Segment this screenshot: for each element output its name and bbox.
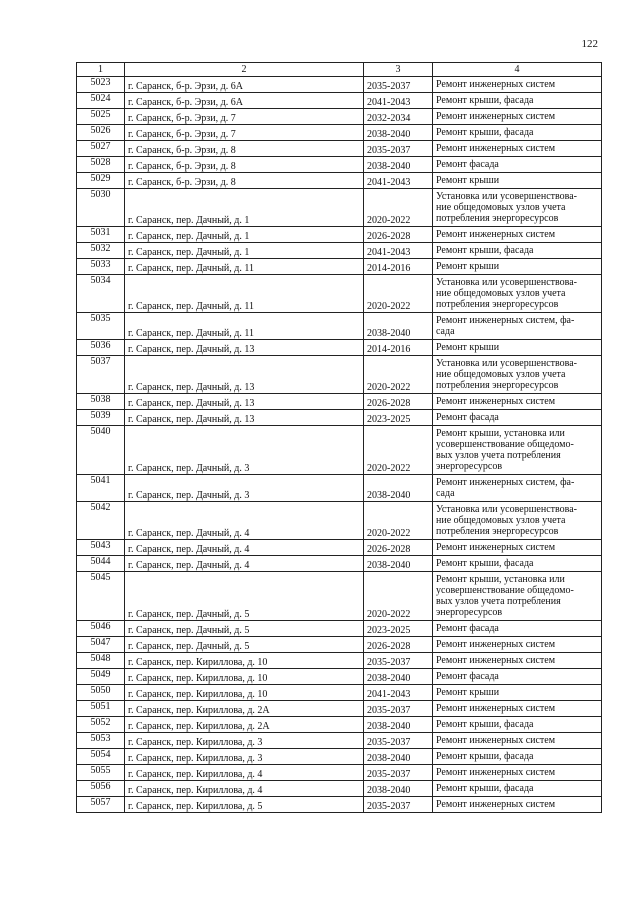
row-number-cell: 5054 [77, 749, 125, 765]
period-cell: 2026-2028 [364, 227, 433, 243]
work-type-cell: Ремонт инженерных систем [433, 77, 602, 93]
address-cell: г. Саранск, пер. Дачный, д. 11 [125, 275, 364, 313]
row-number-cell: 5052 [77, 717, 125, 733]
table-row [77, 572, 602, 621]
address-cell: г. Саранск, пер. Кириллова, д. 4 [125, 781, 364, 797]
row-number-cell: 5044 [77, 556, 125, 572]
table-row [77, 475, 602, 502]
table-row [77, 637, 602, 653]
address-cell: г. Саранск, пер. Дачный, д. 1 [125, 227, 364, 243]
address-cell: г. Саранск, б-р. Эрзи, д. 7 [125, 125, 364, 141]
period-cell: 2041-2043 [364, 243, 433, 259]
row-number-cell: 5056 [77, 781, 125, 797]
row-number-cell: 5050 [77, 685, 125, 701]
period-cell: 2035-2037 [364, 797, 433, 813]
row-number-cell: 5029 [77, 173, 125, 189]
address-cell: г. Саранск, пер. Дачный, д. 3 [125, 426, 364, 475]
table-row [77, 621, 602, 637]
period-cell: 2026-2028 [364, 540, 433, 556]
work-type-cell: Ремонт фасада [433, 621, 602, 637]
address-cell: г. Саранск, пер. Кириллова, д. 3 [125, 733, 364, 749]
work-type-cell: Ремонт крыши, фасада [433, 749, 602, 765]
table-row [77, 173, 602, 189]
period-cell: 2035-2037 [364, 77, 433, 93]
work-type-cell: Ремонт инженерных систем [433, 141, 602, 157]
row-number-cell: 5040 [77, 426, 125, 475]
header-col-1: 1 [77, 63, 125, 77]
work-type-cell: Ремонт крыши, фасада [433, 243, 602, 259]
table-row [77, 189, 602, 227]
address-cell: г. Саранск, пер. Дачный, д. 13 [125, 410, 364, 426]
row-number-cell: 5032 [77, 243, 125, 259]
work-type-cell: Ремонт крыши, фасада [433, 125, 602, 141]
period-cell: 2038-2040 [364, 669, 433, 685]
row-number-cell: 5055 [77, 765, 125, 781]
row-number-cell: 5057 [77, 797, 125, 813]
period-cell: 2038-2040 [364, 749, 433, 765]
table-row [77, 125, 602, 141]
table-row [77, 426, 602, 475]
period-cell: 2035-2037 [364, 701, 433, 717]
row-number-cell: 5053 [77, 733, 125, 749]
period-cell: 2035-2037 [364, 141, 433, 157]
header-col-3: 3 [364, 63, 433, 77]
row-number-cell: 5028 [77, 157, 125, 173]
period-cell: 2020-2022 [364, 426, 433, 475]
work-type-cell: Ремонт инженерных систем [433, 394, 602, 410]
address-cell: г. Саранск, пер. Дачный, д. 13 [125, 356, 364, 394]
work-type-cell: Установка или усовершенствова- ние общедомовых узлов учета потребления энергоресурсов [433, 189, 602, 227]
row-number-cell: 5035 [77, 313, 125, 340]
row-number-cell: 5041 [77, 475, 125, 502]
row-number-cell: 5043 [77, 540, 125, 556]
row-number-cell: 5046 [77, 621, 125, 637]
period-cell: 2023-2025 [364, 410, 433, 426]
period-cell: 2020-2022 [364, 275, 433, 313]
row-number-cell: 5051 [77, 701, 125, 717]
table-row [77, 733, 602, 749]
address-cell: г. Саранск, б-р. Эрзи, д. 8 [125, 157, 364, 173]
row-number-cell: 5039 [77, 410, 125, 426]
table-row [77, 717, 602, 733]
row-number-cell: 5023 [77, 77, 125, 93]
row-number-cell: 5042 [77, 502, 125, 540]
work-type-cell: Ремонт инженерных систем [433, 109, 602, 125]
period-cell: 2023-2025 [364, 621, 433, 637]
work-type-cell: Ремонт инженерных систем [433, 540, 602, 556]
work-type-cell: Ремонт крыши [433, 340, 602, 356]
table-row [77, 243, 602, 259]
work-type-cell: Ремонт крыши, установка или усовершенствование общедомо- вых узлов учета потребления энергоресурсов [433, 426, 602, 475]
period-cell: 2032-2034 [364, 109, 433, 125]
work-type-cell: Ремонт крыши, фасада [433, 556, 602, 572]
table-row [77, 340, 602, 356]
period-cell: 2014-2016 [364, 340, 433, 356]
row-number-cell: 5033 [77, 259, 125, 275]
table-row [77, 749, 602, 765]
table-row [77, 394, 602, 410]
row-number-cell: 5045 [77, 572, 125, 621]
table-row [77, 356, 602, 394]
work-type-cell: Установка или усовершенствова- ние общедомовых узлов учета потребления энергоресурсов [433, 275, 602, 313]
work-type-cell: Ремонт инженерных систем [433, 701, 602, 717]
address-cell: г. Саранск, пер. Дачный, д. 4 [125, 540, 364, 556]
table-body [77, 77, 602, 813]
address-cell: г. Саранск, пер. Дачный, д. 5 [125, 572, 364, 621]
work-type-cell: Ремонт крыши, фасада [433, 93, 602, 109]
work-type-cell: Установка или усовершенствова- ние общедомовых узлов учета потребления энергоресурсов [433, 356, 602, 394]
row-number-cell: 5038 [77, 394, 125, 410]
period-cell: 2038-2040 [364, 313, 433, 340]
row-number-cell: 5049 [77, 669, 125, 685]
period-cell: 2035-2037 [364, 733, 433, 749]
address-cell: г. Саранск, б-р. Эрзи, д. 6А [125, 93, 364, 109]
table-row [77, 556, 602, 572]
work-type-cell: Ремонт инженерных систем [433, 733, 602, 749]
row-number-cell: 5048 [77, 653, 125, 669]
work-type-cell: Ремонт инженерных систем, фа- сада [433, 475, 602, 502]
period-cell: 2041-2043 [364, 173, 433, 189]
address-cell: г. Саранск, пер. Кириллова, д. 2А [125, 717, 364, 733]
work-type-cell: Ремонт крыши, фасада [433, 781, 602, 797]
period-cell: 2020-2022 [364, 189, 433, 227]
period-cell: 2026-2028 [364, 637, 433, 653]
work-type-cell: Ремонт крыши [433, 685, 602, 701]
row-number-cell: 5047 [77, 637, 125, 653]
address-cell: г. Саранск, пер. Дачный, д. 13 [125, 340, 364, 356]
period-cell: 2026-2028 [364, 394, 433, 410]
table-row [77, 93, 602, 109]
row-number-cell: 5026 [77, 125, 125, 141]
page-number: 122 [581, 38, 598, 50]
row-number-cell: 5034 [77, 275, 125, 313]
table-row [77, 797, 602, 813]
work-type-cell: Ремонт инженерных систем [433, 227, 602, 243]
address-cell: г. Саранск, пер. Дачный, д. 4 [125, 502, 364, 540]
period-cell: 2035-2037 [364, 653, 433, 669]
work-type-cell: Ремонт крыши [433, 259, 602, 275]
address-cell: г. Саранск, б-р. Эрзи, д. 7 [125, 109, 364, 125]
table-row [77, 410, 602, 426]
table-row [77, 141, 602, 157]
table-row [77, 653, 602, 669]
period-cell: 2020-2022 [364, 502, 433, 540]
row-number-cell: 5027 [77, 141, 125, 157]
work-type-cell: Ремонт крыши, фасада [433, 717, 602, 733]
period-cell: 2041-2043 [364, 93, 433, 109]
period-cell: 2020-2022 [364, 356, 433, 394]
row-number-cell: 5036 [77, 340, 125, 356]
address-cell: г. Саранск, пер. Кириллова, д. 5 [125, 797, 364, 813]
header-col-4: 4 [433, 63, 602, 77]
table-row [77, 259, 602, 275]
table-row [77, 669, 602, 685]
address-cell: г. Саранск, б-р. Эрзи, д. 8 [125, 141, 364, 157]
row-number-cell: 5037 [77, 356, 125, 394]
work-type-cell: Ремонт фасада [433, 669, 602, 685]
table-row [77, 77, 602, 93]
address-cell: г. Саранск, пер. Кириллова, д. 10 [125, 685, 364, 701]
period-cell: 2038-2040 [364, 475, 433, 502]
address-cell: г. Саранск, пер. Кириллова, д. 3 [125, 749, 364, 765]
table-row [77, 685, 602, 701]
work-type-cell: Ремонт фасада [433, 410, 602, 426]
table-row [77, 157, 602, 173]
period-cell: 2038-2040 [364, 556, 433, 572]
period-cell: 2041-2043 [364, 685, 433, 701]
repair-schedule-table [76, 62, 602, 813]
work-type-cell: Установка или усовершенствова- ние общедомовых узлов учета потребления энергоресурсов [433, 502, 602, 540]
period-cell: 2014-2016 [364, 259, 433, 275]
row-number-cell: 5030 [77, 189, 125, 227]
work-type-cell: Ремонт инженерных систем [433, 653, 602, 669]
table-row [77, 109, 602, 125]
table-row [77, 540, 602, 556]
address-cell: г. Саранск, пер. Дачный, д. 4 [125, 556, 364, 572]
address-cell: г. Саранск, пер. Дачный, д. 11 [125, 259, 364, 275]
work-type-cell: Ремонт инженерных систем [433, 765, 602, 781]
address-cell: г. Саранск, пер. Кириллова, д. 2А [125, 701, 364, 717]
work-type-cell: Ремонт инженерных систем [433, 797, 602, 813]
address-cell: г. Саранск, пер. Дачный, д. 5 [125, 637, 364, 653]
row-number-cell: 5031 [77, 227, 125, 243]
table-row [77, 313, 602, 340]
address-cell: г. Саранск, пер. Дачный, д. 3 [125, 475, 364, 502]
row-number-cell: 5024 [77, 93, 125, 109]
period-cell: 2035-2037 [364, 765, 433, 781]
address-cell: г. Саранск, пер. Дачный, д. 13 [125, 394, 364, 410]
work-type-cell: Ремонт крыши, установка или усовершенствование общедомо- вых узлов учета потребления энергоресурсов [433, 572, 602, 621]
period-cell: 2038-2040 [364, 717, 433, 733]
table-header [77, 63, 602, 77]
address-cell: г. Саранск, пер. Дачный, д. 1 [125, 189, 364, 227]
address-cell: г. Саранск, б-р. Эрзи, д. 6А [125, 77, 364, 93]
table-row [77, 502, 602, 540]
address-cell: г. Саранск, пер. Дачный, д. 11 [125, 313, 364, 340]
period-cell: 2038-2040 [364, 157, 433, 173]
address-cell: г. Саранск, пер. Кириллова, д. 10 [125, 669, 364, 685]
work-type-cell: Ремонт инженерных систем, фа- сада [433, 313, 602, 340]
row-number-cell: 5025 [77, 109, 125, 125]
work-type-cell: Ремонт фасада [433, 157, 602, 173]
table-row [77, 781, 602, 797]
work-type-cell: Ремонт инженерных систем [433, 637, 602, 653]
address-cell: г. Саранск, пер. Кириллова, д. 10 [125, 653, 364, 669]
header-col-2: 2 [125, 63, 364, 77]
work-type-cell: Ремонт крыши [433, 173, 602, 189]
period-cell: 2020-2022 [364, 572, 433, 621]
table-row [77, 701, 602, 717]
address-cell: г. Саранск, пер. Дачный, д. 1 [125, 243, 364, 259]
period-cell: 2038-2040 [364, 781, 433, 797]
address-cell: г. Саранск, б-р. Эрзи, д. 8 [125, 173, 364, 189]
table-row [77, 275, 602, 313]
header-row [77, 63, 602, 77]
address-cell: г. Саранск, пер. Дачный, д. 5 [125, 621, 364, 637]
table-row [77, 227, 602, 243]
table-row [77, 765, 602, 781]
period-cell: 2038-2040 [364, 125, 433, 141]
address-cell: г. Саранск, пер. Кириллова, д. 4 [125, 765, 364, 781]
